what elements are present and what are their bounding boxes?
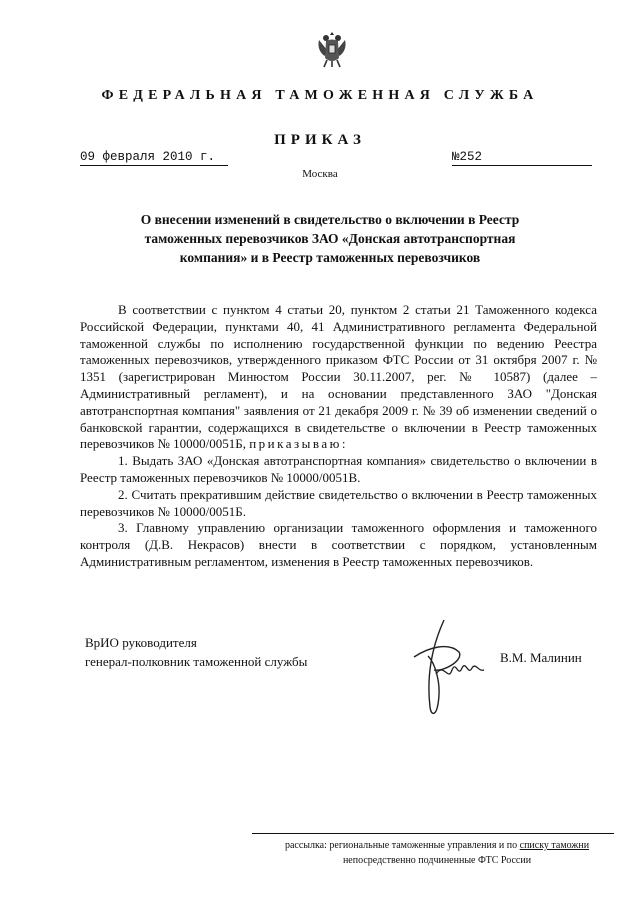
coat-of-arms-icon <box>315 28 349 70</box>
order-date: 09 февраля 2010 г. <box>80 150 228 166</box>
signatory-position <box>85 633 307 671</box>
order-item-1: 1. Выдать ЗАО «Донская автотранспортная компания» свидетельство о включении в Реестр таможенных перевозчиков № 10000/0051В. <box>80 453 597 485</box>
position-line-1: ВрИО руководителя <box>85 635 197 650</box>
distribution-line-1 <box>252 838 622 853</box>
signatory-name: В.М. Малинин <box>500 650 582 665</box>
distribution-link: списку таможни <box>519 840 590 851</box>
document-title: О внесении изменений в свидетельство о включении в Реестр таможенных перевозчиков ЗАО «Донская автотранспортная компания» и в Реестр таможенных перевозчиков <box>140 212 520 265</box>
preamble-paragraph <box>80 302 597 453</box>
distribution-line-2: непосредственно подчиненные ФТС России <box>342 855 532 866</box>
preamble-text: В соответствии с пунктом 4 статьи 20, пунктом 2 статьи 21 Таможенного кодекса Российской Федерации, пунктами 40, 41 Административного регламента Федеральной таможенной службы по исполнению государственной функции по ведению Реестра таможенных перевозчиков, утвержденного приказом ФТС России от 31 октября 2007 г. № 1351 (зарегистрирован Минюстом России 30.11.2007, рег. № 10587) (далее – Административный регламент), и на основании представленного ЗАО "Донская автотранспортная компания" заявления от 21 декабря 2009 г. № 39 об изменении сведений о банковской гарантии, содержащихся в свидетельстве о включении в Реестр таможенных перевозчиков № 10000/0051Б, <box>80 302 597 452</box>
distribution-list <box>252 838 622 868</box>
distribution-prefix: рассылка: региональные таможенные управления и по <box>284 840 520 851</box>
distribution-divider <box>252 833 614 834</box>
order-item-2: 2. Считать прекратившим действие свидетельство о включении в Реестр таможенных перевозчиков № 10000/0051Б. <box>80 486 597 519</box>
document-body <box>80 302 597 571</box>
command-word: приказываю: <box>249 436 348 452</box>
order-number: №252 <box>452 150 592 166</box>
position-line-2: генерал-полковник таможенной службы <box>85 654 308 669</box>
document-type: ПРИКАЗ <box>274 132 366 148</box>
handwritten-signature <box>404 612 514 722</box>
agency-name: ФЕДЕРАЛЬНАЯ ТАМОЖЕННАЯ СЛУЖБА <box>101 88 539 103</box>
order-city: Москва <box>302 168 338 180</box>
order-item-3: 3. Главному управлению организации таможенного оформления и таможенного контроля (Д.В. Некрасов) внести в соответствии с порядком, установленным Административным регламентом, изменения в Реестр таможенных перевозчиков. <box>80 520 597 569</box>
